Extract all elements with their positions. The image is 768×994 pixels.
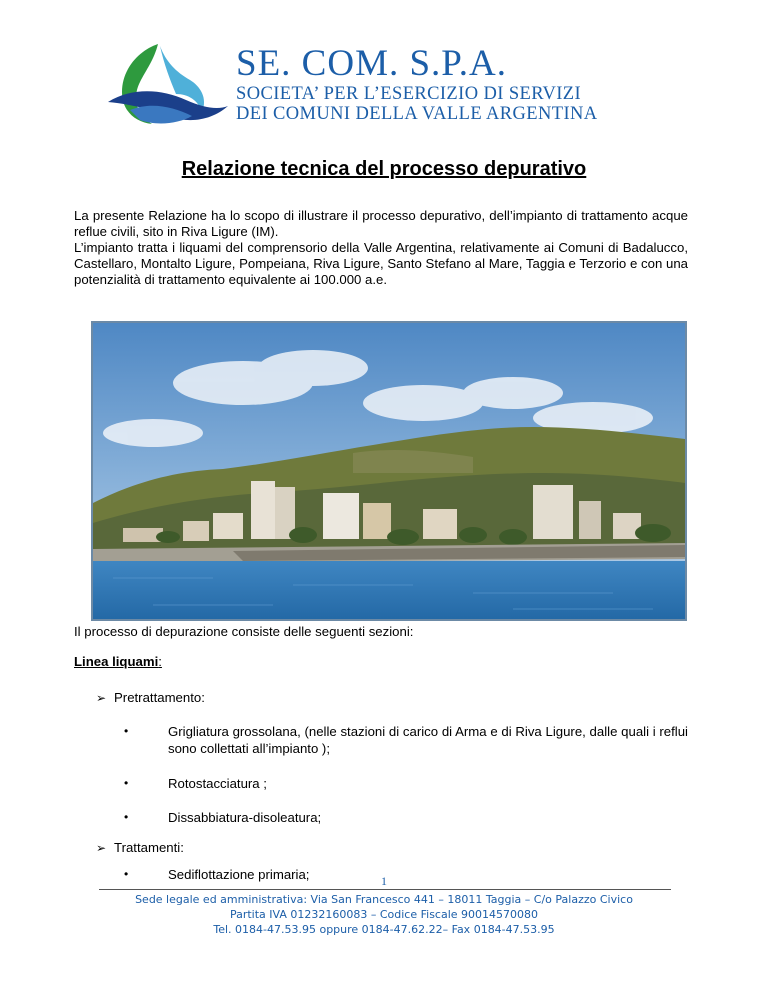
footer-address: Sede legale ed amministrativa: Via San Francesco 441 – 18011 Taggia – C/o Palazzo Civico (135, 893, 633, 906)
list-item (124, 723, 688, 757)
list-item-text: Grigliatura grossolana, (nelle stazioni di carico di Arma e di Riva Ligure, dalle quali i reflui sono collettati all’impianto ); (168, 724, 688, 756)
company-name: SE. COM. S.P.A. (236, 43, 508, 84)
dot-bullet-icon: • (124, 867, 129, 881)
trattamenti-heading (96, 840, 184, 855)
list-item-text: Rotostacciatura ; (168, 776, 267, 791)
footer-divider (99, 889, 671, 890)
arrow-bullet-icon: ➢ (96, 691, 107, 705)
page-number (0, 874, 768, 889)
intro-paragraph-2: L’impianto tratta i liquami del comprensorio della Valle Argentina, relativamente ai Comuni di Badalucco, Castellaro, Montalto Ligure, Pompeiana, Riva Ligure, Santo Stefano al Mare, Taggia e Terzorio e con una potenzialità di trattamento equivalente ai 100.000 a.e. (74, 240, 688, 287)
footer (0, 892, 768, 937)
pretrattamento-heading (96, 690, 205, 705)
list-item-text: Dissabbiatura-disoleatura; (168, 810, 322, 825)
photo-illustration (93, 323, 685, 619)
arrow-bullet-icon: ➢ (96, 841, 107, 855)
brand-block (236, 44, 598, 124)
intro-paragraph-1: La presente Relazione ha lo scopo di illustrare il processo depurativo, dell’impianto di trattamento acque reflue civili, sito in Riva Ligure (IM). (74, 208, 688, 239)
company-subtitle-1: SOCIETA’ PER L’ESERCIZIO DI SERVIZI (236, 84, 582, 104)
letterhead (100, 38, 700, 128)
list-item (124, 775, 688, 792)
intro-text (74, 208, 688, 288)
dot-bullet-icon: • (124, 724, 129, 738)
dot-bullet-icon: • (124, 810, 129, 824)
trattamenti-label: Trattamenti: (114, 840, 184, 855)
company-logo-icon (100, 40, 230, 126)
page-number-value: 1 (381, 874, 387, 888)
section-heading-linea-liquami (74, 654, 162, 669)
linea-label: Linea liquami (74, 654, 159, 669)
footer-contacts: Tel. 0184-47.53.95 oppure 0184-47.62.22– Fax 0184-47.53.95 (213, 923, 555, 936)
pretrattamento-label: Pretrattamento: (114, 690, 205, 705)
coastal-town-photo (91, 321, 687, 621)
document-title: Relazione tecnica del processo depurativo (181, 158, 587, 180)
list-item-text: Sediflottazione primaria; (168, 867, 310, 882)
dot-bullet-icon: • (124, 776, 129, 790)
linea-colon: : (158, 654, 162, 669)
footer-tax-ids: Partita IVA 01232160083 – Codice Fiscale 90014570080 (229, 908, 539, 921)
sections-intro: Il processo di depurazione consiste delle seguenti sezioni: (74, 624, 414, 639)
company-subtitle-2: DEI COMUNI DELLA VALLE ARGENTINA (236, 104, 598, 124)
list-item (124, 809, 688, 826)
